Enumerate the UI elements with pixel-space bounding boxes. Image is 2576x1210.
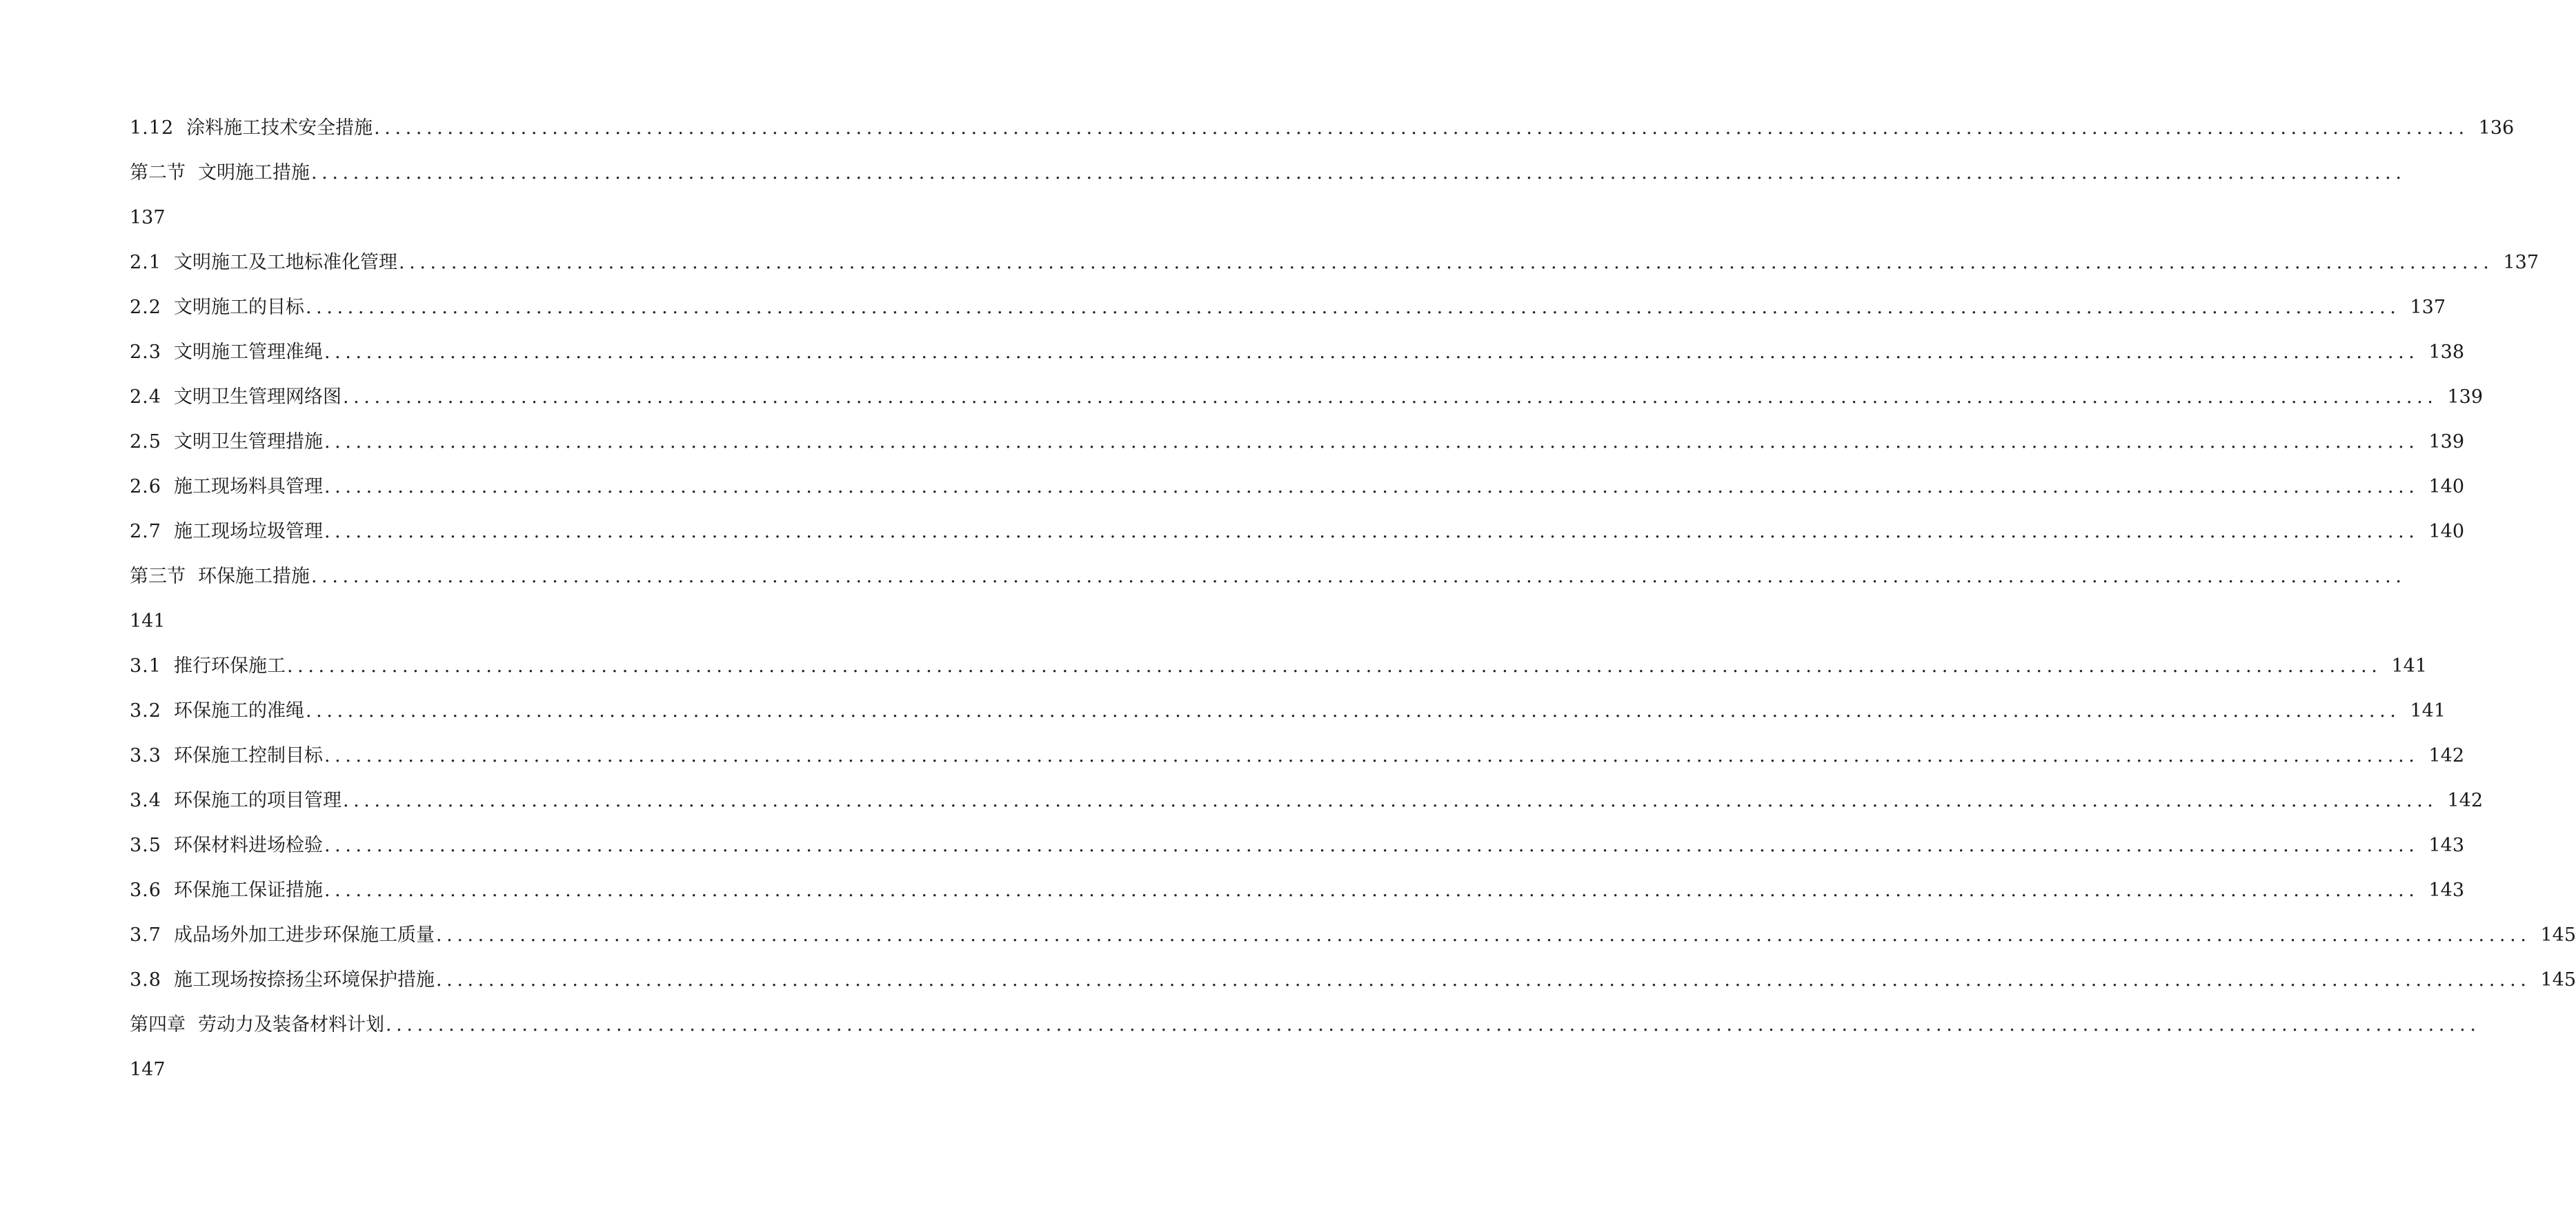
- toc-entry-page: 143: [2428, 835, 2465, 856]
- toc-entry-number: 3.7: [130, 924, 161, 946]
- toc-dot-leader: ........................................................................................................................................................................................................: [324, 835, 2419, 856]
- toc-entry-title: 环保施工的项目管理: [173, 790, 341, 811]
- toc-entry: [130, 868, 2465, 913]
- toc-section-title: 文明施工措施: [198, 162, 310, 184]
- toc-entry-page: 139: [2447, 386, 2484, 408]
- toc-entry-page: 145: [2540, 924, 2576, 946]
- toc-dot-leader: ........................................................................................................................................................................................................: [324, 476, 2419, 497]
- toc-dot-leader: ........................................................................................................................................................................................................: [305, 700, 2401, 722]
- toc-entry-number: 2.4: [130, 386, 161, 408]
- toc-entry: [130, 958, 2576, 1002]
- toc-entry-title: 推行环保施工: [173, 655, 286, 677]
- toc-dot-leader: ........................................................................................................................................................................................................: [435, 969, 2531, 991]
- toc-entry-title: 涂料施工技术安全措施: [186, 117, 373, 139]
- toc-entry: [130, 106, 2515, 150]
- toc-entry: [130, 375, 2484, 419]
- toc-entry-number: 3.8: [130, 969, 161, 991]
- toc-entry-page: 143: [2428, 880, 2465, 901]
- toc-entry-title: 成品场外加工进步环保施工质量: [173, 924, 435, 946]
- toc-dot-leader: ........................................................................................................................................................................................................: [398, 252, 2494, 273]
- toc-section-page: [130, 1047, 737, 1092]
- toc-dot-leader: ........................................................................................................................................................................................................: [324, 341, 2419, 363]
- toc-entry-number: 3.6: [130, 880, 161, 901]
- toc-entry-number: 2.1: [130, 252, 161, 273]
- toc-entry: [130, 913, 2576, 958]
- toc-entry-number: 1.12: [130, 117, 175, 139]
- toc-entry-number: 3.3: [130, 745, 161, 766]
- toc-entry-page: 141: [2410, 700, 2446, 722]
- toc-section-number: 第四章: [130, 1014, 186, 1035]
- toc-dot-leader: ........................................................................................................................................................................................................: [305, 297, 2401, 318]
- toc-entry-title: 施工现场按捺扬尘环境保护措施: [173, 969, 435, 991]
- toc-entry-title: 文明施工及工地标准化管理: [173, 252, 397, 273]
- toc-entry: [130, 464, 2465, 509]
- toc-entry: [130, 644, 2428, 688]
- toc-entry-page: 137: [2503, 252, 2539, 273]
- toc-section-heading: [130, 554, 2406, 599]
- toc-dot-leader: ........................................................................................................................................................................................................: [311, 566, 2406, 587]
- toc-section-title: 环保施工措施: [198, 566, 310, 587]
- toc-entry-number: 3.2: [130, 700, 161, 722]
- toc-entry-page: 141: [2391, 655, 2428, 677]
- toc-entry: [130, 823, 2465, 868]
- toc-entry-page: 140: [2428, 521, 2465, 542]
- toc-section-page-number: 147: [130, 1059, 166, 1080]
- toc-section-heading: [130, 1002, 2481, 1047]
- toc-entry-number: 2.6: [130, 476, 161, 497]
- toc-entry: [130, 509, 2465, 554]
- toc-entry-page: 142: [2447, 790, 2484, 811]
- toc-entry: [130, 419, 2465, 464]
- toc-entry-page: 139: [2428, 431, 2465, 453]
- toc-section-page: [130, 599, 737, 644]
- toc-section-page: [130, 195, 737, 240]
- toc-entry-title: 施工现场垃圾管理: [173, 521, 323, 542]
- toc-dot-leader: ........................................................................................................................................................................................................: [386, 1014, 2481, 1035]
- toc-section-number: 第二节: [130, 162, 186, 184]
- toc-entry-title: 文明卫生管理网络图: [173, 386, 341, 408]
- toc-entry-page: 136: [2478, 117, 2515, 139]
- toc-entry: [130, 733, 2465, 778]
- toc-entry-title: 环保施工控制目标: [173, 745, 323, 766]
- toc-entry-page: 138: [2428, 341, 2465, 363]
- toc-entry-title: 文明施工的目标: [173, 297, 304, 318]
- toc-entry-number: 2.2: [130, 297, 161, 318]
- toc-dot-leader: ........................................................................................................................................................................................................: [324, 745, 2419, 766]
- toc-entry-page: 137: [2410, 297, 2446, 318]
- toc-dot-leader: ........................................................................................................................................................................................................: [324, 431, 2419, 453]
- toc-entry: [130, 240, 2539, 285]
- toc-section-page-number: 141: [130, 611, 166, 632]
- toc-entry: [130, 778, 2484, 823]
- toc-section-title: 劳动力及装备材料计划: [198, 1014, 384, 1035]
- toc-entry-number: 3.5: [130, 835, 161, 856]
- toc-entry-number: 2.5: [130, 431, 161, 453]
- toc-entry-title: 环保施工保证措施: [173, 880, 323, 901]
- toc-entry-page: 145: [2540, 969, 2576, 991]
- toc-dot-leader: ........................................................................................................................................................................................................: [374, 117, 2469, 139]
- toc-entry-number: 3.1: [130, 655, 161, 677]
- toc-entry-title: 文明施工管理准绳: [173, 341, 323, 363]
- toc-dot-leader: ........................................................................................................................................................................................................: [324, 521, 2419, 542]
- toc-entry-title: 环保施工的准绳: [173, 700, 304, 722]
- toc-entry-page: 142: [2428, 745, 2465, 766]
- toc-section-heading: [130, 150, 2406, 195]
- toc-section-page-number: 137: [130, 207, 166, 228]
- toc-entry: [130, 285, 2446, 330]
- toc-entry: [130, 330, 2465, 375]
- toc-entry-title: 施工现场料具管理: [173, 476, 323, 497]
- toc-dot-leader: ........................................................................................................................................................................................................: [324, 880, 2419, 901]
- toc-dot-leader: ........................................................................................................................................................................................................: [286, 655, 2382, 677]
- toc-dot-leader: ........................................................................................................................................................................................................: [311, 162, 2406, 184]
- toc-entry-number: 2.3: [130, 341, 161, 363]
- toc-dot-leader: ........................................................................................................................................................................................................: [342, 790, 2438, 811]
- toc-entry-number: 2.7: [130, 521, 161, 542]
- toc-dot-leader: ........................................................................................................................................................................................................: [342, 386, 2438, 408]
- toc-entry-number: 3.4: [130, 790, 161, 811]
- table-of-contents: [130, 106, 2576, 1092]
- toc-entry-title: 文明卫生管理措施: [173, 431, 323, 453]
- toc-entry-page: 140: [2428, 476, 2465, 497]
- toc-dot-leader: ........................................................................................................................................................................................................: [435, 924, 2531, 946]
- toc-section-number: 第三节: [130, 566, 186, 587]
- toc-entry: [130, 688, 2446, 733]
- toc-entry-title: 环保材料进场检验: [173, 835, 323, 856]
